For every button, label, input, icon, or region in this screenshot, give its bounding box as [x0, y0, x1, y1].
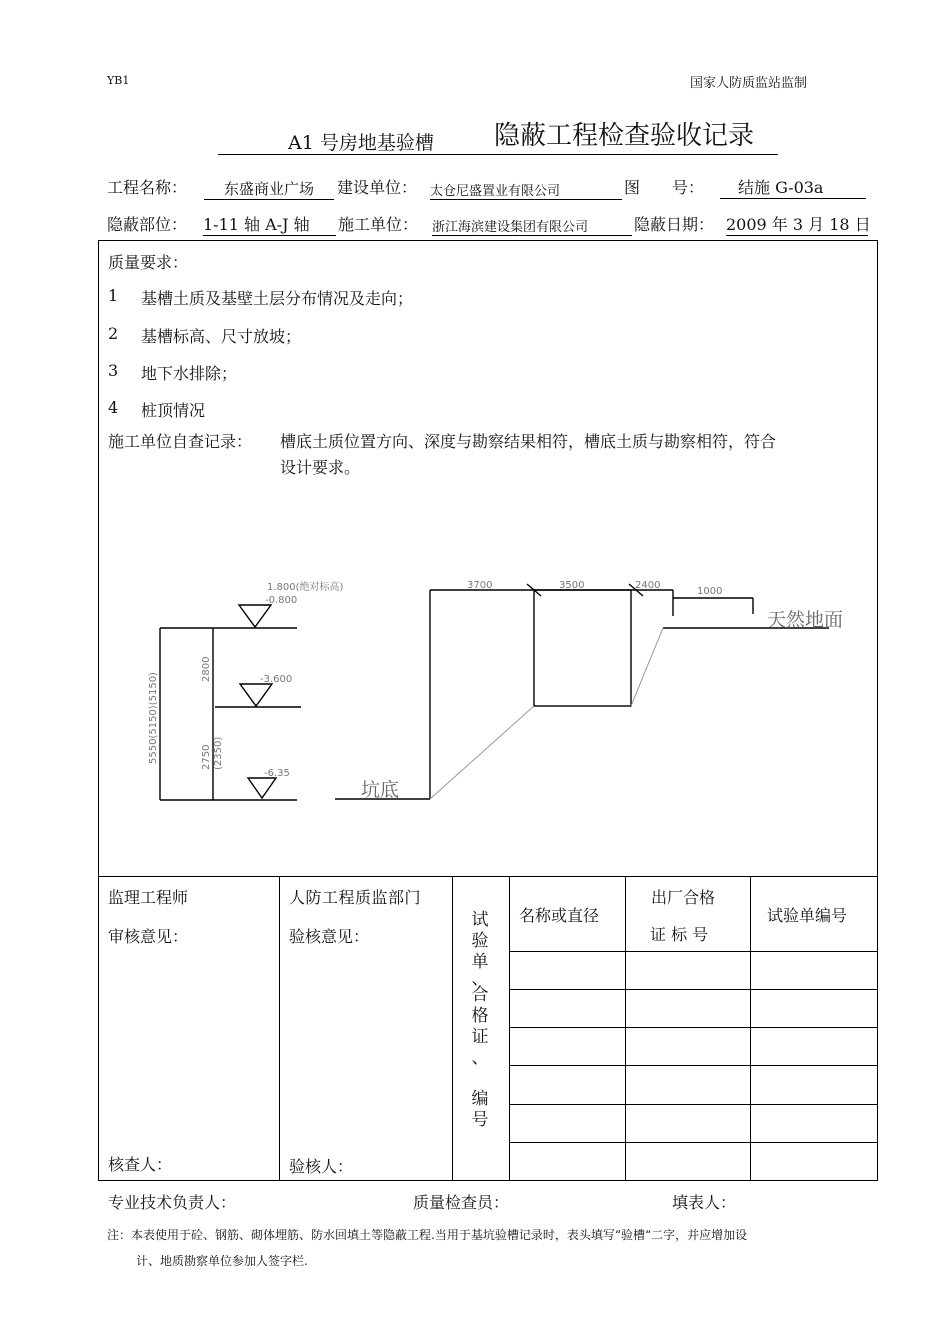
quality-item-3: 地下水排除；	[141, 364, 238, 383]
supervisor-opinion-label: 审核意见：	[108, 927, 189, 946]
contractor-value: 浙江海滨建设集团有限公司	[432, 216, 632, 236]
vertical-char: 合	[471, 985, 489, 1005]
vertical-char: 单	[471, 952, 489, 972]
row-line-3	[509, 1027, 877, 1028]
box-divider	[98, 876, 878, 877]
label-dim-total: 5550(5150)(5150)	[148, 672, 159, 764]
project-name-value: 东盛商业广场	[204, 178, 334, 200]
label-dim-lower: 2750	[201, 744, 212, 770]
title-prefix: A1 号房地基验槽	[288, 132, 434, 154]
quality-item-1: 基槽土质及基壁土层分布情况及走向；	[141, 289, 414, 308]
owner-value: 太仓尼盛置业有限公司	[430, 180, 622, 200]
box-bottom	[98, 1180, 878, 1181]
col-divider-4	[625, 877, 626, 1180]
col-header-cert-line1: 出厂合格	[651, 888, 716, 907]
label-natural-ground: 天然地面	[767, 609, 844, 631]
quality-heading: 质量要求：	[108, 253, 189, 272]
civil-defense-sign-label: 验核人：	[289, 1157, 354, 1176]
vertical-char: 格	[471, 1006, 489, 1026]
col-divider-2	[452, 877, 453, 1180]
row-line-1	[509, 951, 877, 952]
row-line-4	[509, 1065, 877, 1066]
col-header-cert-line2: 证 标 号	[650, 925, 709, 944]
row-line-6	[509, 1142, 877, 1143]
owner-label: 建设单位：	[337, 178, 418, 197]
quality-item-2-num: 2	[108, 324, 119, 343]
label-level-mid: -3.600	[260, 674, 293, 685]
label-abs-elevation: 1.800(绝对标高)	[267, 582, 344, 593]
quality-item-1-num: 1	[108, 286, 119, 305]
inspector-label: 质量检查员：	[413, 1193, 510, 1212]
vertical-char	[470, 1069, 490, 1089]
col-divider-1	[279, 877, 280, 1180]
label-dim-a: 3700	[467, 580, 493, 591]
label-level-top: -0.800	[265, 595, 298, 606]
tech-lead-label: 专业技术负责人：	[108, 1193, 237, 1212]
supervisor-title: 监理工程师	[108, 888, 189, 907]
self-check-line1: 槽底土质位置方向、深度与勘察结果相符，槽底土质与勘察相符，符合	[280, 432, 777, 451]
col-header-test-no: 试验单编号	[767, 906, 848, 925]
vertical-char: 证	[471, 1027, 489, 1047]
label-dim-d: 1000	[697, 586, 723, 597]
issuer: 国家人防质监站监制	[690, 76, 808, 91]
box-top	[98, 240, 878, 241]
level-marker-bottom	[248, 778, 276, 798]
label-dim-upper: 2800	[201, 656, 212, 682]
row-line-2	[509, 989, 877, 990]
label-dim-lower-alt: (2350)	[213, 736, 224, 770]
slope-upper	[631, 628, 663, 706]
filler-label: 填表人：	[672, 1193, 737, 1212]
location-label: 隐蔽部位：	[107, 215, 188, 234]
vertical-char: 编	[471, 1089, 489, 1109]
page-title: 隐蔽工程检查验收记录	[494, 121, 755, 151]
col-divider-5	[750, 877, 751, 1180]
title-underline	[218, 154, 778, 155]
civil-defense-opinion-label: 验核意见：	[289, 927, 370, 946]
vertical-char: 、	[471, 969, 489, 989]
row-line-5	[509, 1104, 877, 1105]
date-label: 隐蔽日期：	[634, 215, 715, 234]
label-pit-bottom: 坑底	[361, 779, 400, 801]
note-line-2: 计、地质勘察单位参加人签字栏.	[136, 1254, 308, 1268]
quality-item-4-num: 4	[108, 398, 119, 417]
contractor-label: 施工单位：	[338, 215, 419, 234]
quality-item-2: 基槽标高、尺寸放坡；	[141, 327, 302, 346]
civil-defense-title: 人防工程质监部门	[289, 888, 422, 907]
excavation-sketch	[99, 570, 877, 810]
self-check-label: 施工单位自查记录：	[108, 432, 253, 451]
col-divider-3	[509, 877, 510, 1180]
note-line-1: 注：本表使用于砼、钢筋、砌体埋筋、防水回填土等隐蔽工程.当用于基坑验槽记录时，表头填写“验槽“二字，并应增加设	[107, 1228, 748, 1242]
label-dim-c: 2400	[635, 580, 661, 591]
drawing-no-label: 图 号：	[624, 178, 705, 197]
form-code: YB1	[107, 74, 130, 87]
level-marker-mid	[240, 684, 272, 706]
slope-lower	[430, 706, 534, 799]
drawing-no-value: 结施 G-03a	[720, 175, 866, 199]
project-name-label: 工程名称：	[107, 178, 188, 197]
vertical-char: 试	[471, 910, 489, 930]
vertical-char: 号	[471, 1110, 489, 1130]
label-level-bottom: -6.35	[264, 768, 290, 779]
quality-item-3-num: 3	[108, 361, 119, 380]
level-marker-top	[239, 605, 271, 627]
box-right	[877, 240, 878, 1181]
vertical-char: 、	[471, 1048, 489, 1068]
location-value: 1-11 轴 A-J 轴	[203, 212, 336, 236]
quality-item-4: 桩顶情况	[141, 401, 206, 420]
vertical-char: 验	[471, 931, 489, 951]
self-check-line2: 设计要求。	[280, 458, 361, 477]
retaining-block	[534, 590, 631, 706]
vertical-label-test-cert-no	[470, 910, 490, 1131]
supervisor-sign-label: 核查人：	[108, 1155, 173, 1174]
col-header-name: 名称或直径	[519, 906, 600, 925]
label-dim-b: 3500	[559, 580, 585, 591]
date-value: 2009 年 3 月 18 日	[726, 212, 868, 236]
